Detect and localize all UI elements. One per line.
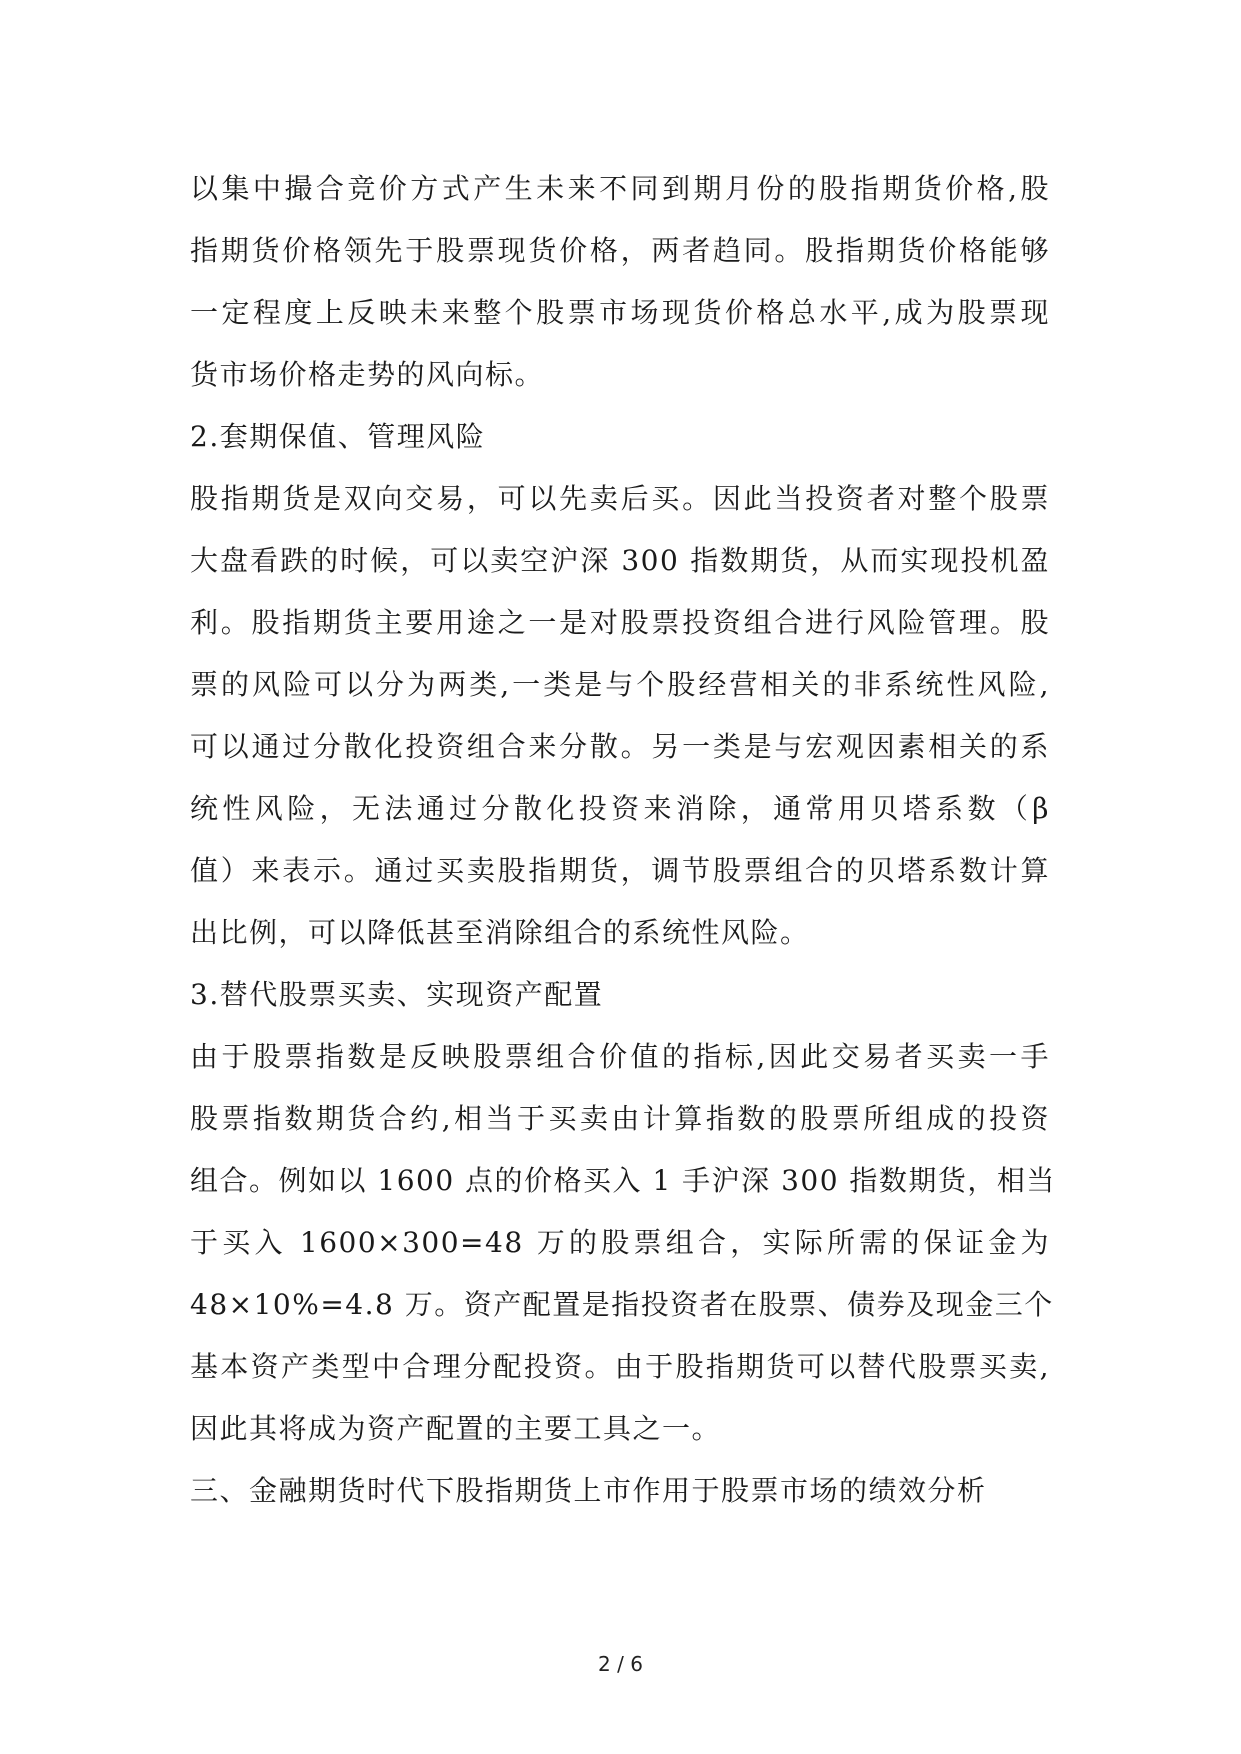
text-line: 大盘看跌的时候，可以卖空沪深 300 指数期货，从而实现投机盈 [190,544,1050,577]
section-heading: 3.替代股票买卖、实现资产配置 [190,978,604,1011]
text-line: 因此其将成为资产配置的主要工具之一。 [190,1412,722,1445]
section-heading: 三、金融期货时代下股指期货上市作用于股票市场的绩效分析 [190,1474,987,1507]
document-body [190,158,1056,1522]
text-line: 值）来表示。通过买卖股指期货，调节股票组合的贝塔系数计算 [190,854,1050,887]
text-line: 指期货价格领先于股票现货价格，两者趋同。股指期货价格能够 [190,234,1050,267]
text-line: 48×10%=4.8 万。资产配置是指投资者在股票、债券及现金三个 [190,1288,1054,1321]
text-line: 利。股指期货主要用途之一是对股票投资组合进行风险管理。股 [190,606,1050,639]
text-line: 于买入 1600×300=48 万的股票组合，实际所需的保证金为 [190,1226,1050,1259]
text-line: 基本资产类型中合理分配投资。由于股指期货可以替代股票买卖, [190,1350,1050,1383]
text-line: 出比例，可以降低甚至消除组合的系统性风险。 [190,916,810,949]
text-line: 票的风险可以分为两类,一类是与个股经营相关的非系统性风险, [190,668,1050,701]
text-line: 股票指数期货合约,相当于买卖由计算指数的股票所组成的投资 [190,1102,1050,1135]
text-line: 以集中撮合竞价方式产生未来不同到期月份的股指期货价格,股 [190,172,1050,205]
text-line: 货市场价格走势的风向标。 [190,358,545,391]
text-line: 一定程度上反映未来整个股票市场现货价格总水平,成为股票现 [190,296,1050,329]
page-number: 2 / 6 [598,1652,643,1676]
text-line: 由于股票指数是反映股票组合价值的指标,因此交易者买卖一手 [190,1040,1050,1073]
text-line: 统性风险，无法通过分散化投资来消除，通常用贝塔系数（β [190,792,1050,825]
text-line: 组合。例如以 1600 点的价格买入 1 手沪深 300 指数期货，相当 [190,1164,1056,1197]
text-line: 可以通过分散化投资组合来分散。另一类是与宏观因素相关的系 [190,730,1050,763]
text-line: 股指期货是双向交易，可以先卖后买。因此当投资者对整个股票 [190,482,1050,515]
section-heading: 2.套期保值、管理风险 [190,420,486,453]
